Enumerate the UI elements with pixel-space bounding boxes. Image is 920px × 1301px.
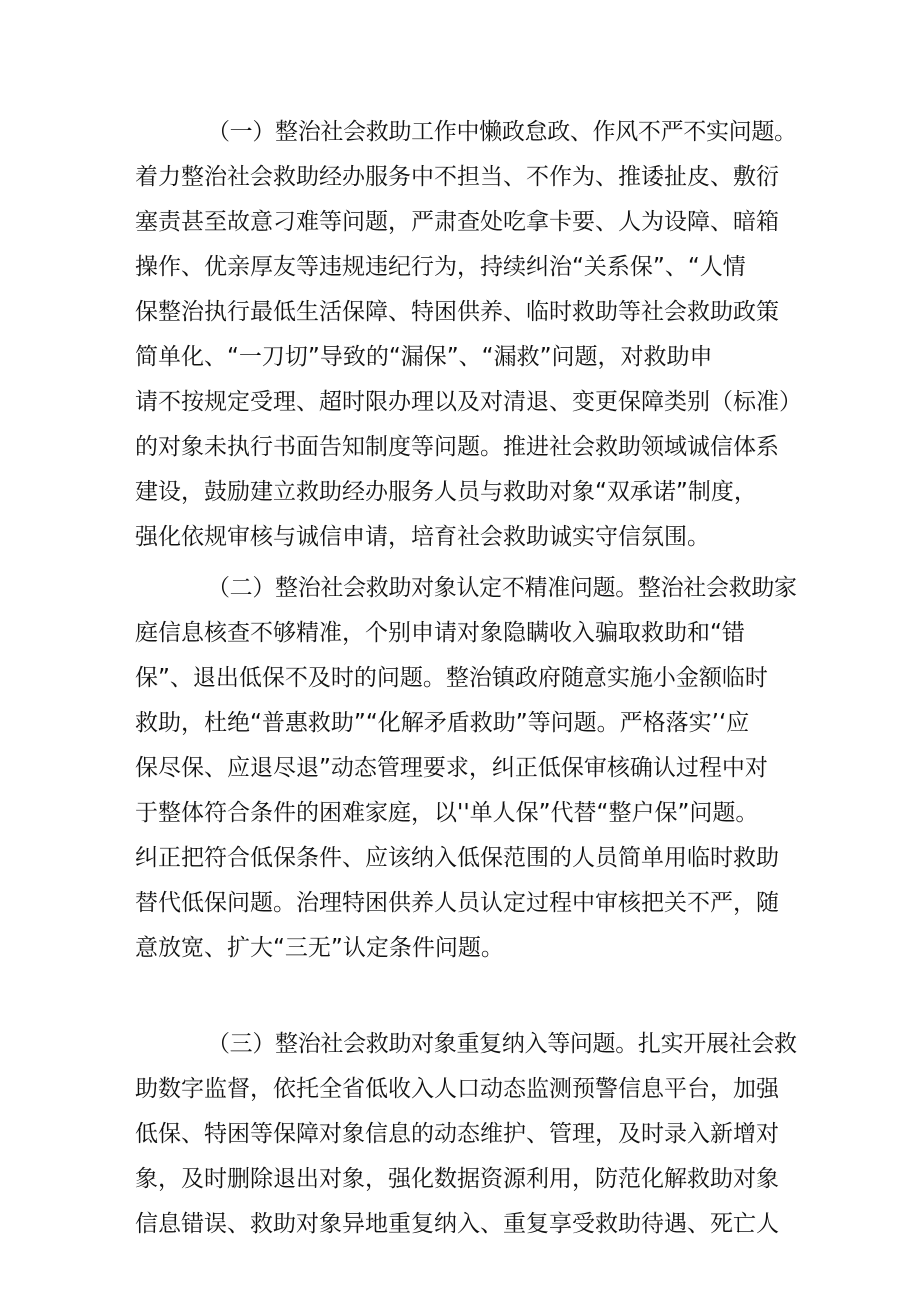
paragraph-2-line-7: 纠正把符合低保条件、应该纳入低保范围的人员简单用临时救助 bbox=[135, 845, 779, 871]
paragraph-2-line-5: 保尽保、应退尽退”动态管理要求，纠正低保审核确认过程中对 bbox=[135, 755, 768, 781]
paragraph-3-line-2: 助数字监督，依托全省低收入人口动态监测预警信息平台，加强 bbox=[135, 1076, 779, 1102]
paragraph-1-line-2: 着力整治社会救助经办服务中不担当、不作为、推诿扯皮、敷衍 bbox=[135, 164, 779, 190]
paragraph-1-line-6: 简单化、“一刀切”导致的“漏保”、“漏救”问题，对救助申 bbox=[135, 344, 713, 370]
paragraph-1-line-7: 请不按规定受理、超时限办理以及对清退、变更保障类别（标准） bbox=[135, 389, 802, 415]
paragraph-2-line-9: 意放宽、扩大“三无”认定条件问题。 bbox=[135, 935, 504, 961]
paragraph-2-line-4: 救助，杜绝“普惠救助”“化解矛盾救助”等问题。严格落实’‘应 bbox=[135, 710, 750, 736]
paragraph-3-line-5: 信息错误、救助对象异地重复纳入、重复享受救助待遇、死亡人 bbox=[135, 1211, 779, 1237]
paragraph-2-line-3: 保”、退出低保不及时的问题。整治镇政府随意实施小金额临时 bbox=[135, 665, 768, 691]
paragraph-1-line-4: 操作、优亲厚友等违规违纪行为，持续纠治“关系保”、“人情 bbox=[135, 254, 746, 280]
paragraph-2-line-6: 于整体符合条件的困难家庭，以''单人保”代替“整户保”问题。 bbox=[135, 800, 759, 826]
paragraph-1-line-10: 强化依规审核与诚信申请，培育社会救助诚实守信氛围。 bbox=[135, 524, 710, 550]
paragraph-1-line-1: （一）整治社会救助工作中懒政怠政、作风不严不实问题。 bbox=[207, 119, 797, 145]
paragraph-3-line-4: 象，及时删除退出对象，强化数据资源利用，防范化解救助对象 bbox=[135, 1166, 779, 1192]
paragraph-1-line-9: 建设，鼓励建立救助经办服务人员与救助对象“双承诺”制度， bbox=[135, 479, 757, 505]
paragraph-2-line-1: （二）整治社会救助对象认定不精准问题。整治社会救助家 bbox=[207, 575, 797, 601]
paragraph-2-line-2: 庭信息核查不够精准，个别申请对象隐瞒收入骗取救助和“错 bbox=[135, 620, 745, 646]
paragraph-1-line-3: 塞责甚至故意刁难等问题，严肃查处吃拿卡要、人为设障、暗箱 bbox=[135, 209, 779, 235]
paragraph-2-line-8: 替代低保问题。治理特困供养人员认定过程中审核把关不严，随 bbox=[135, 890, 779, 916]
paragraph-3-line-1: （三）整治社会救助对象重复纳入等问题。扎实开展社会救 bbox=[207, 1031, 797, 1057]
paragraph-1-line-5: 保整治执行最低生活保障、特困供养、临时救助等社会救助政策 bbox=[135, 299, 779, 325]
paragraph-1-line-8: 的对象未执行书面告知制度等问题。推进社会救助领域诚信体系 bbox=[135, 434, 779, 460]
paragraph-3-line-3: 低保、特困等保障对象信息的动态维护、管理，及时录入新增对 bbox=[135, 1121, 779, 1147]
